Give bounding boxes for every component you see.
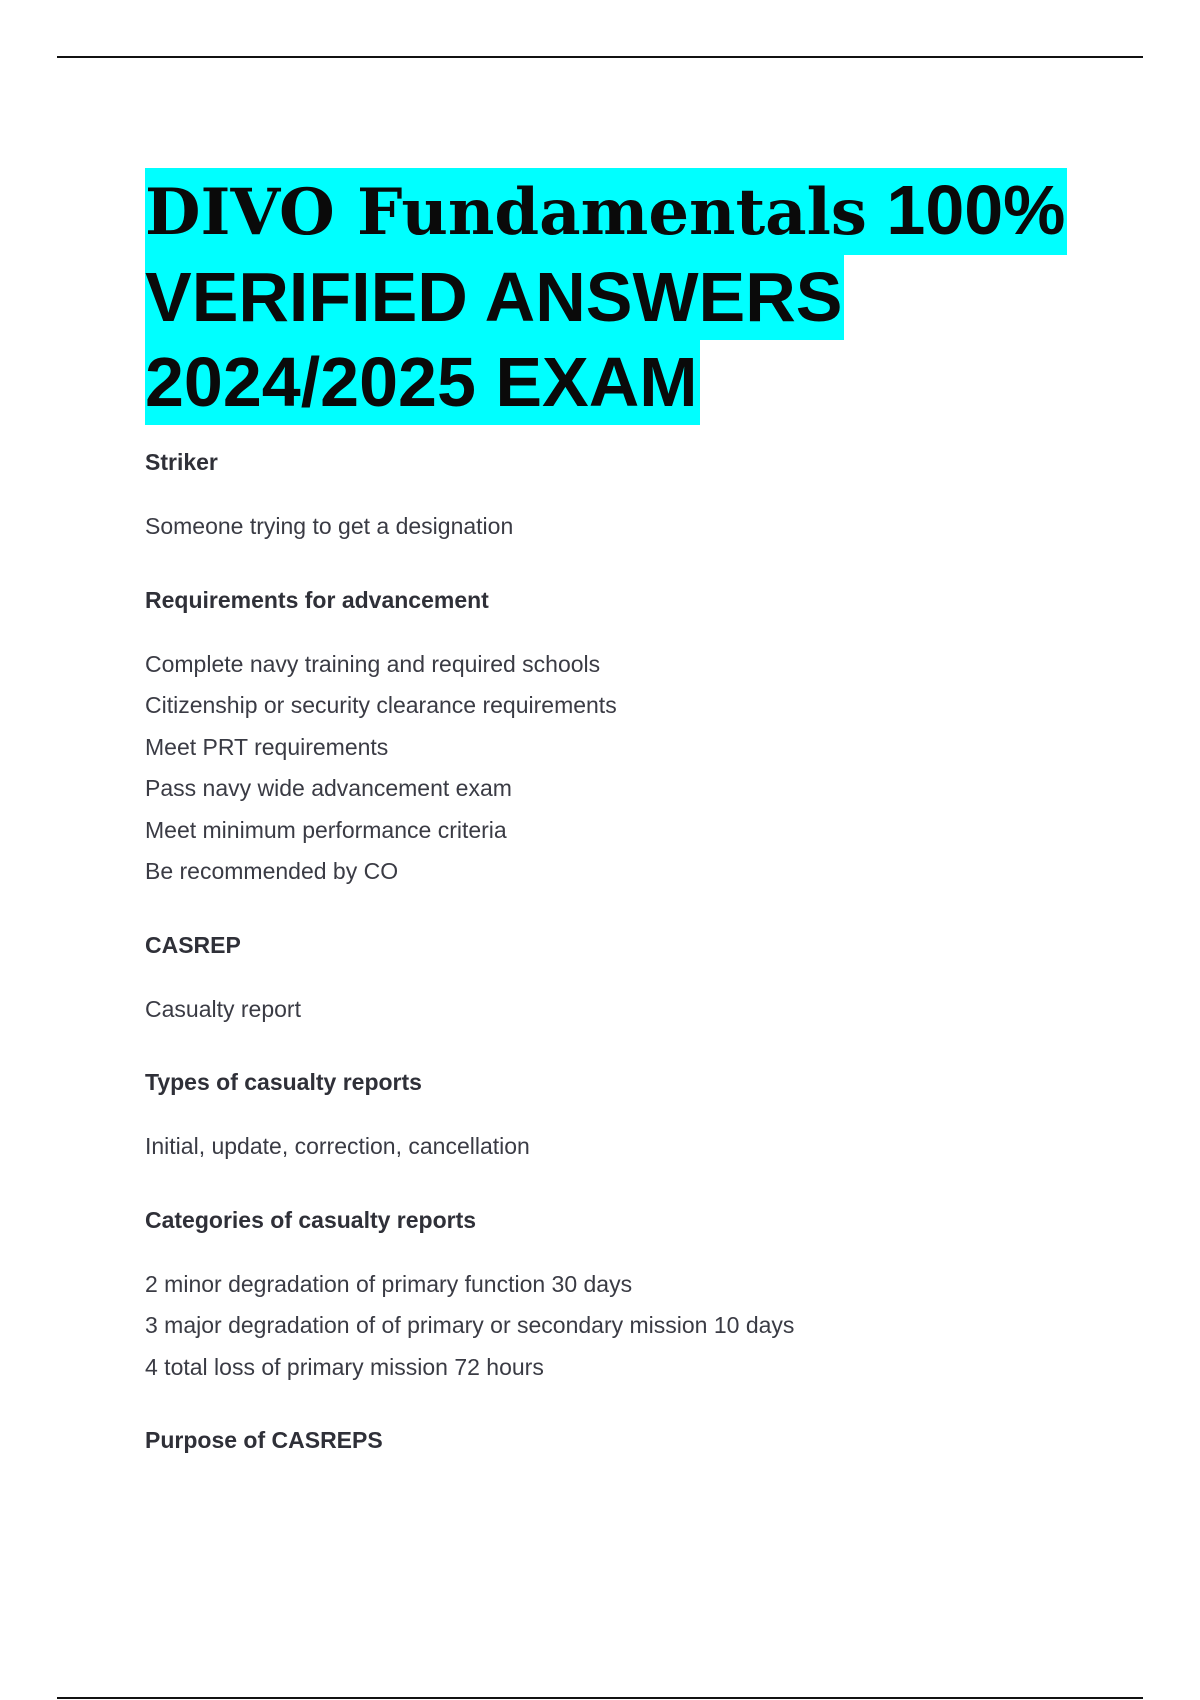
document-body — [145, 168, 1105, 1492]
definition-line: Pass navy wide advancement exam — [145, 775, 512, 801]
entry-term: CASREP — [145, 931, 241, 958]
definition-line: Citizenship or security clearance requirements — [145, 692, 617, 718]
definition-line: Meet PRT requirements — [145, 733, 389, 760]
entry-definitions — [145, 644, 1105, 893]
qa-entry — [145, 586, 1105, 893]
qa-entry — [145, 1426, 1105, 1454]
definition-line: Be recommended by CO — [145, 858, 399, 884]
qa-entry — [145, 1206, 1105, 1389]
qa-entry — [145, 448, 1105, 548]
entry-term: Categories of casualty reports — [145, 1206, 477, 1233]
document-title — [145, 168, 1105, 425]
title-line-1-serif: DIVO Fundamentals — [145, 175, 867, 250]
header-rule — [57, 56, 1143, 58]
title-line-1-sans: 100% — [866, 171, 1066, 249]
footer-rule — [57, 1697, 1143, 1699]
title-line-1 — [145, 168, 1067, 255]
definition-line: 3 major degradation of of primary or secondary mission 10 days — [145, 1312, 795, 1338]
entry-term: Requirements for advancement — [145, 586, 489, 613]
definition-line: 4 total loss of primary mission 72 hours — [145, 1353, 544, 1380]
entry-term: Striker — [145, 449, 218, 475]
entry-term: Types of casualty reports — [145, 1069, 422, 1095]
entry-definitions — [145, 989, 1105, 1031]
qa-entry — [145, 931, 1105, 1031]
definition-line: Meet minimum performance criteria — [145, 816, 507, 843]
definition-line: Complete navy training and required schools — [145, 650, 601, 677]
entry-definitions — [145, 1126, 1105, 1168]
entry-term: Purpose of CASREPS — [145, 1427, 383, 1453]
title-line-2: VERIFIED ANSWERS — [145, 255, 844, 340]
definition-line: Initial, update, correction, cancellation — [145, 1133, 530, 1159]
entry-definitions — [145, 506, 1105, 548]
definition-line: Casualty report — [145, 995, 301, 1022]
definition-line: Someone trying to get a designation — [145, 513, 514, 539]
definition-line: 2 minor degradation of primary function 30 days — [145, 1270, 633, 1297]
qa-entry — [145, 1068, 1105, 1168]
qa-entries — [145, 448, 1105, 1454]
entry-definitions — [145, 1264, 1105, 1389]
title-line-3: 2024/2025 EXAM — [145, 340, 700, 425]
